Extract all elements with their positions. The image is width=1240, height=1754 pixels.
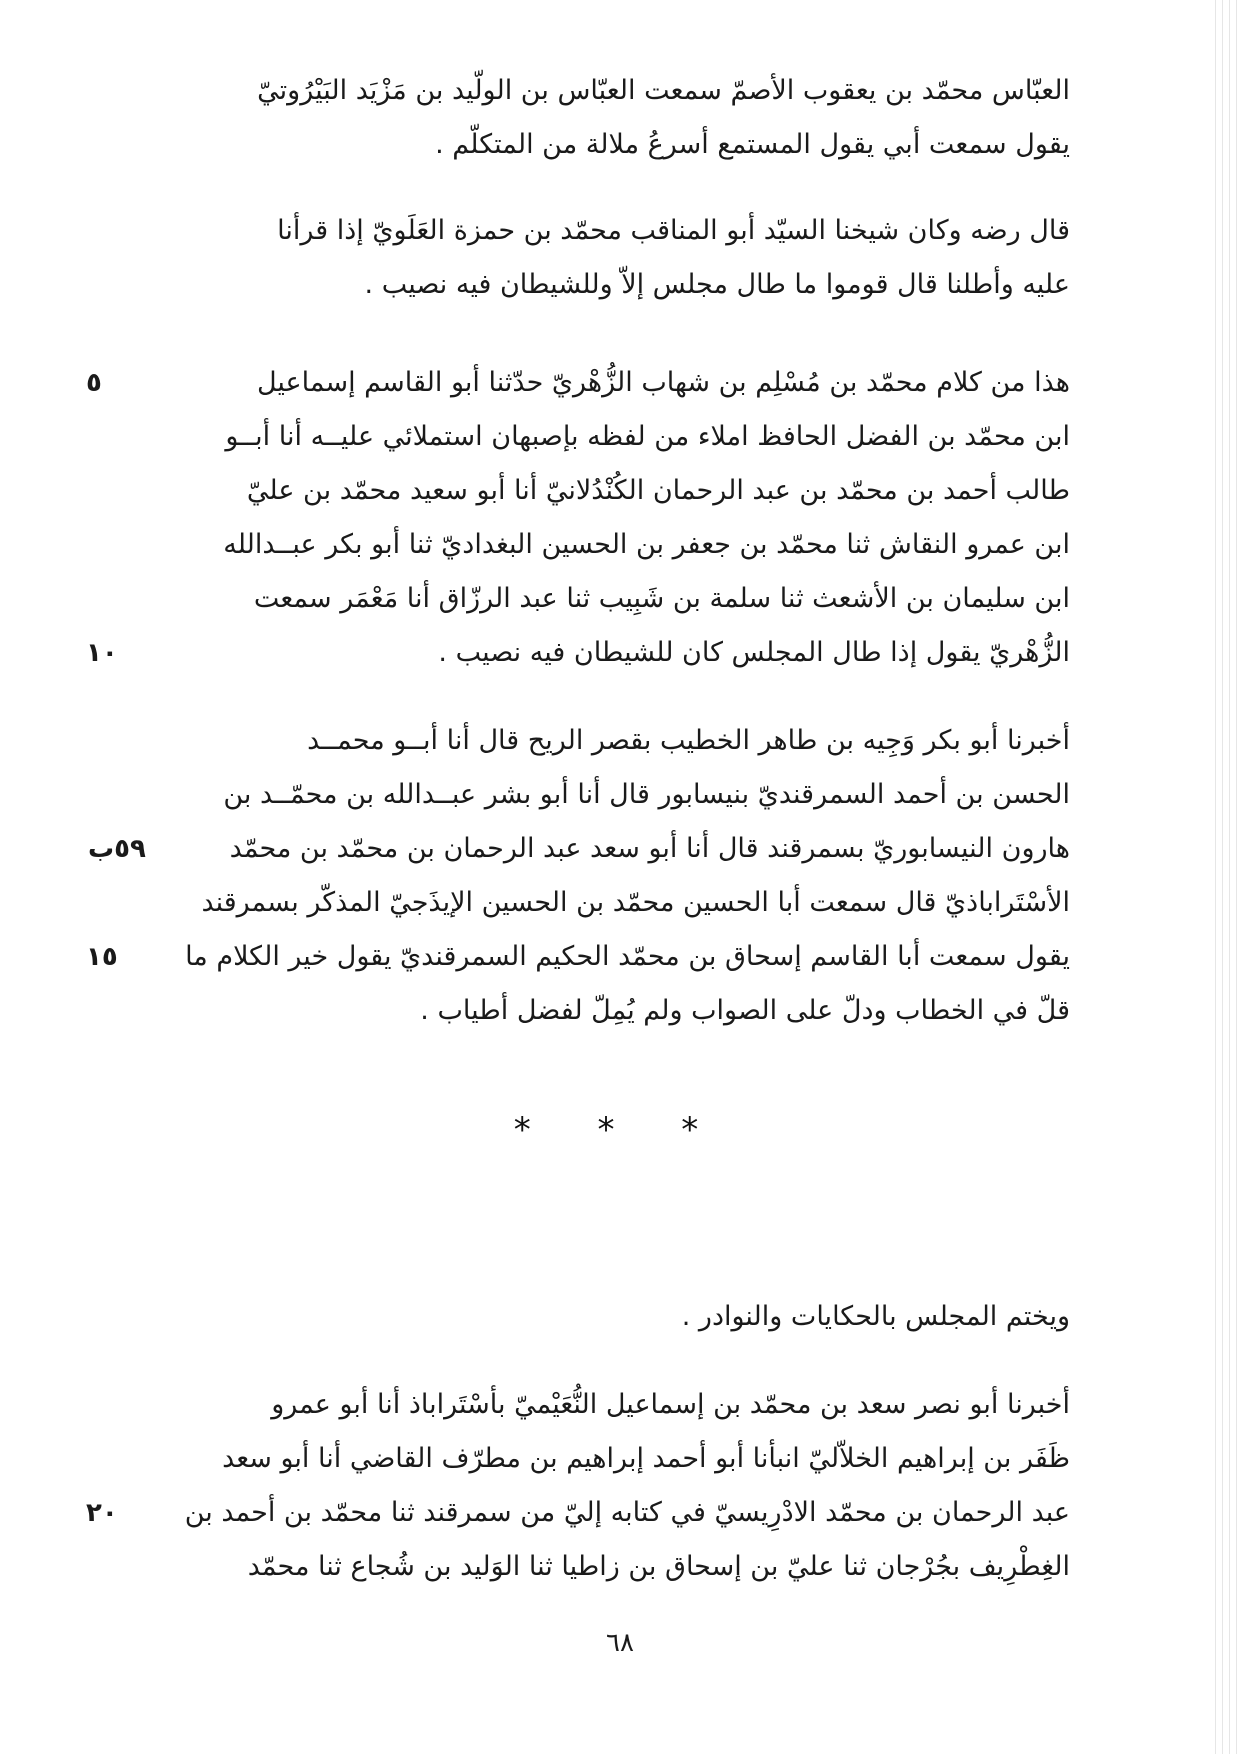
paragraph-5	[118, 1378, 1070, 1594]
text-line: طالب أحمد بن محمّد بن عبد الرحمان الكُنْدُلانيّ أنا أبو سعيد محمّد بن عليّ	[246, 475, 1070, 506]
margin-line-number-20: ٢٠	[86, 1498, 118, 1528]
text-line: هارون النيسابوريّ بسمرقند قال أنا أبو سعد عبد الرحمان بن محمّد بن محمّد	[229, 833, 1070, 864]
text-line: ابن عمرو النقاش ثنا محمّد بن جعفر بن الحسين البغداديّ ثنا أبو بكر عبــدالله	[223, 529, 1070, 560]
text-line: عبد الرحمان بن محمّد الادْرِيسيّ في كتابه إليّ من سمرقند ثنا محمّد بن أحمد بن	[184, 1497, 1070, 1528]
text-line: أخبرنا أبو بكر وَجِيه بن طاهر الخطيب بقصر الريح قال أنا أبــو محمــد	[307, 725, 1070, 756]
text-line: الحسن بن أحمد السمرقنديّ بنيسابور قال أنا أبو بشر عبــدالله بن محمّــد بن	[223, 779, 1070, 810]
margin-line-number-15: ١٥	[86, 942, 118, 972]
margin-line-number-10: ١٠	[86, 638, 118, 668]
page-number: ٦٨	[606, 1628, 634, 1658]
text-line: ظَفَر بن إبراهيم الخلاّليّ انبأنا أبو أحمد إبراهيم بن مطرّف القاضي أنا أبو سعد	[222, 1443, 1070, 1474]
folio-marker: ٥٩ب	[88, 834, 146, 864]
text-line: ابن سليمان بن الأشعث ثنا سلمة بن شَبِيب ثنا عبد الرزّاق أنا مَعْمَر سمعت	[253, 583, 1070, 614]
text-line: أخبرنا أبو نصر سعد بن محمّد بن إسماعيل النُّعَيْميّ بأسْتَراباذ أنا أبو عمرو	[271, 1389, 1070, 1420]
paragraph-4	[118, 714, 1070, 1038]
text-line: قال رضه وكان شيخنا السيّد أبو المناقب محمّد بن حمزة العَلَويّ إذا قرأنا	[277, 215, 1070, 246]
text-line: هذا من كلام محمّد بن مُسْلِم بن شهاب الزُّهْريّ حدّثنا أبو القاسم إسماعيل	[256, 367, 1070, 398]
paragraph-3	[118, 356, 1070, 680]
binding-edge	[1212, 0, 1240, 1754]
closing-line: ويختم المجلس بالحكايات والنوادر .	[681, 1301, 1070, 1332]
text-line: الأسْتَراباذيّ قال سمعت أبا الحسين محمّد بن الحسين الإيذَجيّ المذكّر بسمرقند	[201, 887, 1070, 918]
text-line: ابن محمّد بن الفضل الحافظ املاء من لفظه بإصبهان استملائي عليــه أنا أبــو	[225, 421, 1070, 452]
section-divider: * * *	[513, 1110, 727, 1150]
paragraph-2	[118, 204, 1070, 312]
text-line: يقول سمعت أبا القاسم إسحاق بن محمّد الحكيم السمرقنديّ يقول خير الكلام ما	[185, 941, 1070, 972]
paragraph-1	[118, 64, 1070, 172]
text-line: يقول سمعت أبي يقول المستمع أسرعُ ملالة من المتكلّم .	[435, 129, 1070, 160]
text-line: قلّ في الخطاب ودلّ على الصواب ولم يُمِلّ لفضل أطياب .	[420, 995, 1070, 1026]
text-line: العبّاس محمّد بن يعقوب الأصمّ سمعت العبّاس بن الولّيد بن مَزْيَد البَيْرُوتيّ	[257, 75, 1070, 106]
margin-line-number-5: ٥	[86, 368, 102, 398]
text-line: الزُّهْريّ يقول إذا طال المجلس كان للشيطان فيه نصيب .	[438, 637, 1070, 668]
text-line: عليه وأطلنا قال قوموا ما طال مجلس إلاّ وللشيطان فيه نصيب .	[364, 269, 1070, 300]
text-line: الغِطْرِيف بجُرْجان ثنا عليّ بن إسحاق بن زاطيا ثنا الوَليد بن شُجاع ثنا محمّد	[247, 1551, 1070, 1582]
